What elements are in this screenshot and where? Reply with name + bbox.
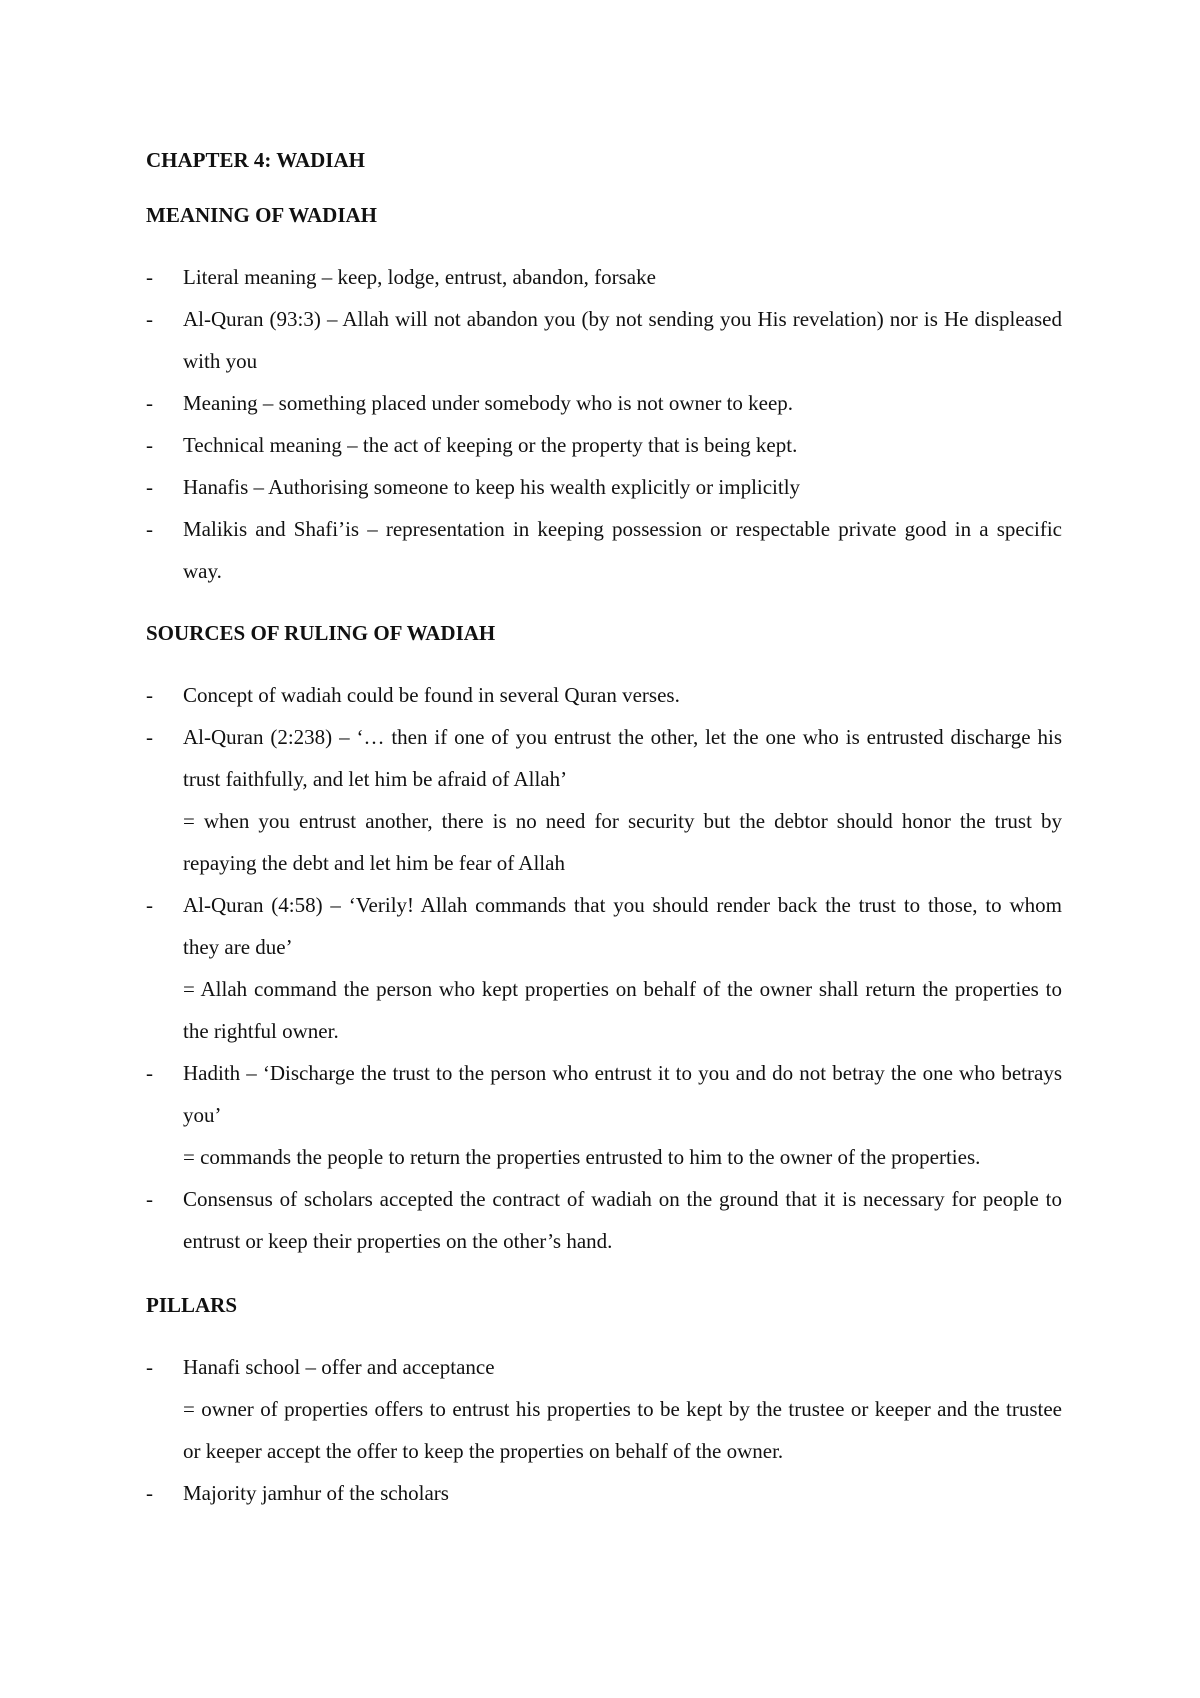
list-item-text: Al-Quran (4:58) – ‘Verily! Allah commands that you should render back the trust to those, to whom they are due’	[183, 893, 1062, 959]
section-heading-sources: SOURCES OF RULING OF WADIAH	[146, 621, 496, 645]
list-item	[146, 1052, 1062, 1178]
list-item-explanation: = Allah command the person who kept properties on behalf of the owner shall return the properties to the rightful owner.	[183, 977, 1062, 1043]
list-item	[146, 256, 1062, 298]
list-item-text: Hanafis – Authorising someone to keep his wealth explicitly or implicitly	[183, 475, 801, 499]
bullet-dash: -	[146, 391, 153, 415]
list-item	[146, 508, 1062, 592]
list-item-text: Meaning – something placed under somebody who is not owner to keep.	[183, 391, 794, 415]
list-item-explanation: = owner of properties offers to entrust his properties to be kept by the trustee or keeper and the trustee or keeper accept the offer to keep the properties on behalf of the owner.	[183, 1397, 1062, 1463]
bullet-dash: -	[146, 475, 153, 499]
list-item	[146, 1472, 1062, 1514]
list-item-text: Consensus of scholars accepted the contract of wadiah on the ground that it is necessary for people to entrust or keep their properties on the other’s hand.	[183, 1187, 1062, 1253]
list-item-text: Concept of wadiah could be found in several Quran verses.	[183, 683, 680, 707]
list-item-explanation: = when you entrust another, there is no need for security but the debtor should honor the trust by repaying the debt and let him be fear of Allah	[183, 809, 1062, 875]
bullet-dash: -	[146, 1061, 153, 1085]
chapter-title: CHAPTER 4: WADIAH	[146, 148, 365, 172]
sources-list	[146, 674, 1062, 1262]
bullet-dash: -	[146, 1187, 153, 1211]
list-item	[146, 716, 1062, 884]
list-item	[146, 382, 1062, 424]
bullet-dash: -	[146, 307, 153, 331]
list-item	[146, 674, 1062, 716]
bullet-dash: -	[146, 265, 153, 289]
bullet-dash: -	[146, 433, 153, 457]
list-item	[146, 1346, 1062, 1472]
list-item-explanation: = commands the people to return the properties entrusted to him to the owner of the properties.	[183, 1145, 981, 1169]
bullet-dash: -	[146, 1355, 153, 1379]
list-item	[146, 424, 1062, 466]
list-item	[146, 884, 1062, 1052]
list-item-text: Literal meaning – keep, lodge, entrust, abandon, forsake	[183, 265, 656, 289]
bullet-dash: -	[146, 517, 153, 541]
list-item-text: Al-Quran (2:238) – ‘… then if one of you entrust the other, let the one who is entrusted discharge his trust faithfully, and let him be afraid of Allah’	[183, 725, 1062, 791]
list-item-text: Al-Quran (93:3) – Allah will not abandon you (by not sending you His revelation) nor is He displeased with you	[183, 307, 1062, 373]
pillars-list	[146, 1346, 1062, 1514]
bullet-dash: -	[146, 683, 153, 707]
list-item-text: Malikis and Shafi’is – representation in keeping possession or respectable private good in a specific way.	[183, 517, 1062, 583]
list-item-text: Hadith – ‘Discharge the trust to the person who entrust it to you and do not betray the one who betrays you’	[183, 1061, 1062, 1127]
list-item-text: Hanafi school – offer and acceptance	[183, 1355, 495, 1379]
bullet-dash: -	[146, 893, 153, 917]
list-item-text: Majority jamhur of the scholars	[183, 1481, 449, 1505]
list-item-text: Technical meaning – the act of keeping or the property that is being kept.	[183, 433, 798, 457]
section-heading-meaning: MEANING OF WADIAH	[146, 203, 378, 227]
list-item	[146, 1178, 1062, 1262]
meaning-list	[146, 256, 1062, 592]
bullet-dash: -	[146, 1481, 153, 1505]
section-heading-pillars: PILLARS	[146, 1293, 238, 1317]
bullet-dash: -	[146, 725, 153, 749]
list-item	[146, 466, 1062, 508]
list-item	[146, 298, 1062, 382]
document-content	[146, 145, 1062, 1514]
